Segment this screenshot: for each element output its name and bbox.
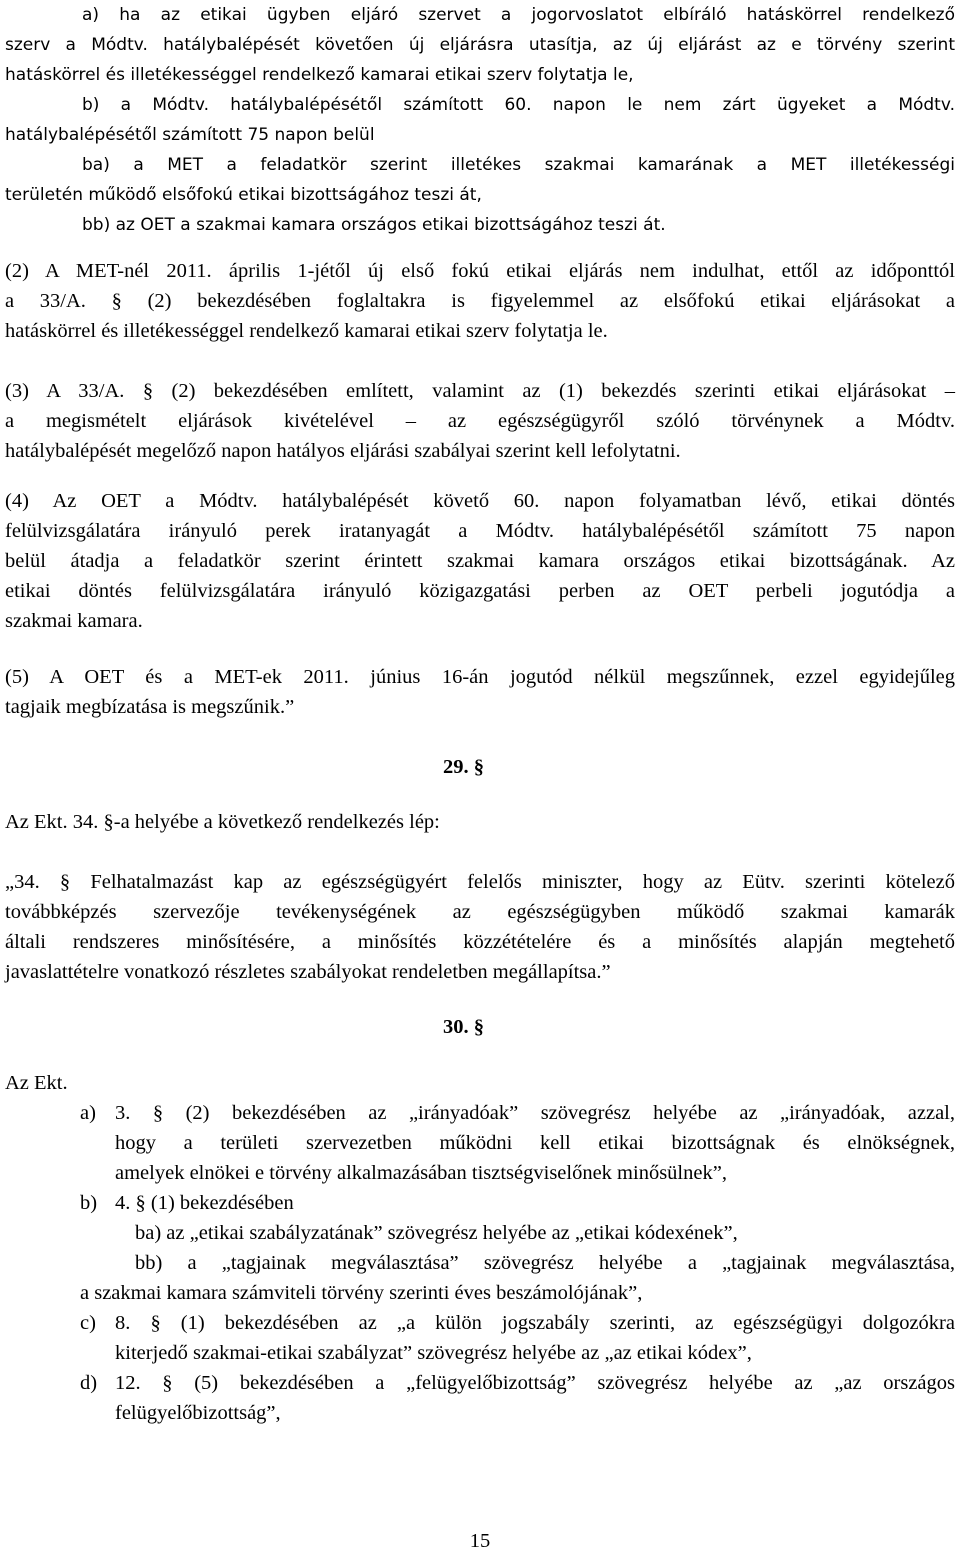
section-30-heading: 30. § [443,1016,484,1038]
list-item-a [5,1098,955,1188]
text-line: hatáskörrel és illetékességgel rendelkező kamarai etikai szerv folytatja le. [5,320,608,342]
list-label: c) [80,1312,96,1334]
text-line: hatálybalépésétől számított 75 napon belül [5,125,375,145]
paragraph-2 [5,256,955,346]
text-line: a megismételt eljárások kivételével – az egészségügyről szóló törvénynek a Módtv. [5,410,955,432]
paragraph-5 [5,662,955,722]
list-label: a) [80,1102,96,1124]
text-line: felügyelőbizottság”, [115,1402,281,1424]
text-line: javaslattételre vonatkozó részletes szabályokat rendeletben megállapítsa.” [5,961,611,983]
text-line: (2) A MET-nél 2011. április 1-jétől új első fokú etikai eljárás nem indulhat, ettől az időponttól [5,260,955,282]
text-line: területén működő elsőfokú etikai bizottságához teszi át, [5,185,482,205]
text-line: (3) A 33/A. § (2) bekezdésében említett, valamint az (1) bekezdés szerinti etikai eljárásokat – [5,380,955,402]
list-label: b) [80,1192,98,1214]
text-line: szakmai kamara. [5,610,143,632]
page-number: 15 [469,1530,491,1552]
text-line: hatáskörrel és illetékességgel rendelkező kamarai etikai szerv folytatja le, [5,65,634,85]
text-line: hogy a területi szervezetben működni kell etikai bizottságnak és elnökségnek, [115,1132,955,1154]
text-line: (5) A OET és a MET-ek 2011. június 16-án jogutód nélkül megszűnnek, ezzel egyidejűleg [5,666,955,688]
text-line: 8. § (1) bekezdésében az „a külön jogszabály szerinti, az egészségügyi dolgozókra [115,1312,955,1334]
text-line: a szakmai kamara számviteli törvény szerinti éves beszámolójának”, [80,1282,643,1304]
text-line: 4. § (1) bekezdésében [115,1192,294,1214]
text-line: kiterjedő szakmai-etikai szabályzat” szövegrész helyébe az „az etikai kódex”, [115,1342,752,1364]
text-line: (4) Az OET a Módtv. hatálybalépését követő 60. napon folyamatban lévő, etikai döntés [5,490,955,512]
text-line: belül átadja a feladatkör szerint érintett szakmai kamara országos etikai bizottságának. Az [5,550,955,572]
section-30-body [5,1068,955,1428]
text-line: tagjaik megbízatása is megszűnik.” [5,696,295,718]
text-line: szerv a Módtv. hatálybalépését követően új eljárásra utasítja, az új eljárást az e törvény szerint [5,35,955,55]
section-29-quote [5,867,955,987]
text-line: „34. § Felhatalmazást kap az egészségügyért felelős miniszter, hogy az Eütv. szerinti kötelező [5,871,955,893]
text-line: általi rendszeres minősítésére, a minősítés közzétételére és a minősítés alapján megtehető [5,931,955,953]
text-line: ba) a MET a feladatkör szerint illetékes szakmai kamarának a MET illetékességi [82,155,955,175]
text-line: amelyek elnökei e törvény alkalmazásában tisztségviselőnek minősülnek”, [115,1162,727,1184]
text-line: a) ha az etikai ügyben eljáró szervet a jogorvoslatot elbíráló hatáskörrel rendelkező [82,5,955,25]
text-line: hatálybalépését megelőző napon hatályos eljárási szabályai szerint kell lefolytatni. [5,440,681,462]
list-label: d) [80,1372,98,1394]
text-line: etikai döntés felülvizsgálatára irányuló közigazgatási perben az OET perbeli jogutódja a [5,580,955,602]
text-line: bb) az OET a szakmai kamara országos etikai bizottságához teszi át. [82,215,666,235]
text-line: b) a Módtv. hatálybalépésétől számított 60. napon le nem zárt ügyeket a Módtv. [82,95,955,115]
list-item-c [5,1308,955,1368]
text-line: bb) a „tagjainak megválasztása” szövegrész helyébe a „tagjainak megválasztása, [135,1252,955,1274]
paragraph-4 [5,486,955,636]
text-line: ba) az „etikai szabályzatának” szövegrész helyébe az „etikai kódexének”, [135,1222,738,1244]
text-line: a 33/A. § (2) bekezdésében foglaltakra is figyelemmel az elsőfokú etikai eljárásokat a [5,290,955,312]
text-line: 12. § (5) bekezdésében a „felügyelőbizottság” szövegrész helyébe az „az országos [115,1372,955,1394]
text-line: Az Ekt. 34. §-a helyébe a következő rendelkezés lép: [5,811,440,833]
list-item-d [5,1368,955,1428]
text-line: 3. § (2) bekezdésében az „irányadóak” szövegrész helyébe az „irányadóak, azzal, [115,1102,955,1124]
section-29-intro [5,807,955,837]
section-30-intro: Az Ekt. [5,1072,68,1094]
text-line: továbbképzés szervezője tevékenységének az egészségügyben működő szakmai kamarák [5,901,955,923]
section-29-heading: 29. § [443,756,484,778]
list-item-b [5,1188,955,1308]
text-line: felülvizsgálatára irányuló perek iratanyagát a Módtv. hatálybalépésétől számított 75 napon [5,520,955,542]
paragraph-b [5,90,955,240]
paragraph-a [5,0,955,90]
paragraph-3 [5,376,955,466]
